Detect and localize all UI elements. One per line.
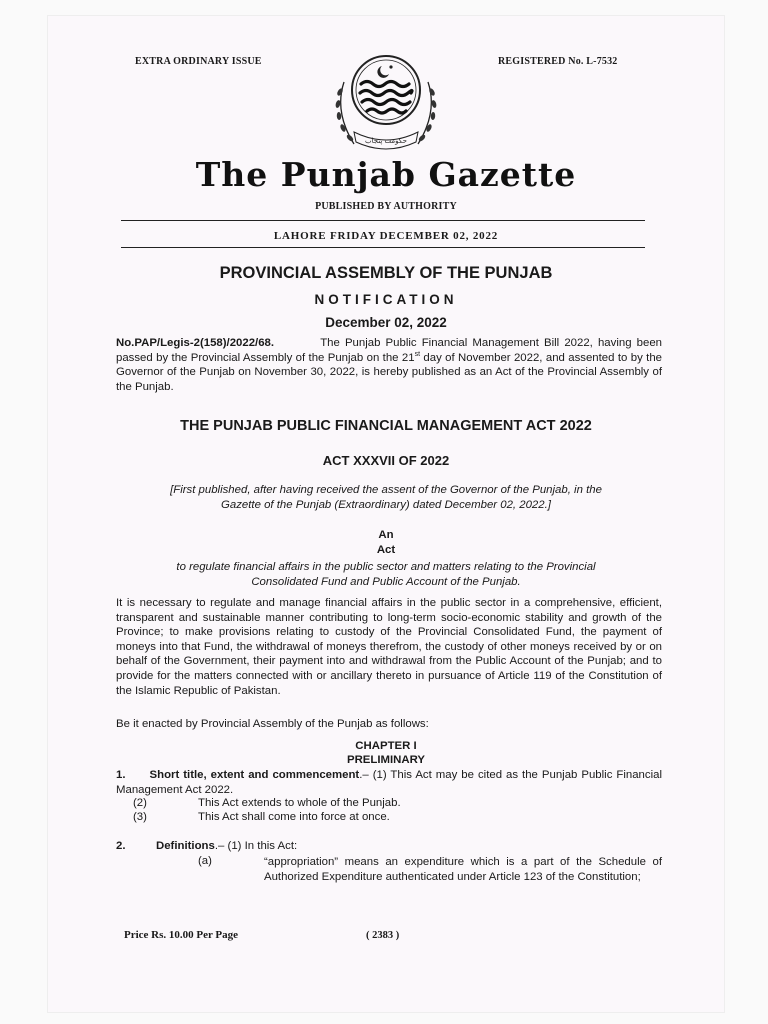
assembly-heading: PROVINCIAL ASSEMBLY OF THE PUNJAB: [219, 264, 553, 282]
chapter-heading: CHAPTER I PRELIMINARY: [346, 740, 426, 766]
section-2-number: 2.: [116, 840, 126, 852]
section-1-3-text: This Act shall come into force at once.: [198, 811, 390, 823]
published-by-authority: PUBLISHED BY AUTHORITY: [315, 201, 457, 212]
section-2-a-number: (a): [198, 855, 212, 867]
section-2: Definitions.– (1) In this Act:: [156, 840, 298, 852]
section-1-2: (2): [133, 797, 147, 809]
act-title: THE PUNJAB PUBLIC FINANCIAL MANAGEMENT ACT 2022: [180, 418, 592, 434]
section-1-2-text: This Act extends to whole of the Punjab.: [198, 797, 401, 809]
gazette-title: The Punjab Gazette: [195, 155, 577, 194]
dateline: LAHORE FRIDAY DECEMBER 02, 2022: [273, 230, 499, 242]
section-2-heading: Definitions: [156, 840, 215, 852]
enacting-clause: Be it enacted by Provincial Assembly of the Punjab as follows:: [116, 718, 429, 730]
preamble: It is necessary to regulate and manage financial affairs in the public sector in a comprehensive, efficient, transparent and sustainable manner contributing to long-term socio-economic stability and growth of the Province; to make provisions relating to custody of the Provincial Consolidated Fund, the payment of moneys into that Fund, the withdrawal of moneys therefrom, the custody of other moneys received by or on behalf of the Government, their payment into and withdrawal from the Public Account of the Punjab; and to provide for the matters connected with or ancillary thereto in pursuance of Article 119 of the Constitution of the Islamic Republic of Pakistan.: [116, 597, 662, 697]
act-number: ACT XXXVII OF 2022: [322, 453, 450, 468]
notification-number: No.PAP/Legis-2(158)/2022/68.: [116, 337, 275, 349]
header-rule-top: [121, 220, 645, 221]
page-number: ( 2383 ): [366, 930, 400, 941]
section-2-a-text: “appropriation” means an expenditure which is a part of the Schedule of Authorized Expenditure authenticated under Article 123 of the Constitution;: [264, 856, 662, 883]
header-rule-bottom: [121, 247, 645, 248]
section-1-heading: Short title, extent and commencement: [149, 769, 360, 781]
svg-text:حکومت پنجاب: حکومت پنجاب: [365, 137, 407, 145]
an-act-heading: An Act: [376, 529, 396, 556]
section-1-3: (3): [133, 811, 147, 823]
punjab-seal-emblem: [324, 52, 448, 154]
notification-paragraph: No.PAP/Legis-2(158)/2022/68. The Punjab Public Financial Management Bill 2022, having been passed by the Provincial Assembly of the Punjab on the 21st day of November 2022, and assented to by the Governor of the Punjab on November 30, 2022, is hereby published as an Act of the Provincial Assembly of the Punjab.: [116, 337, 663, 393]
registered-number: REGISTERED No. L-7532: [498, 56, 618, 67]
notification-heading: NOTIFICATION: [314, 292, 458, 307]
act-purpose: to regulate financial affairs in the public sector and matters relating to the Provincial Consolidated Fund and Public Account of the Punjab.: [176, 561, 596, 588]
notification-date: December 02, 2022: [325, 315, 447, 330]
section-1: 1. Short title, extent and commencement.– (1) This Act may be cited as the Punjab Public Financial Management Act 2022.: [116, 769, 662, 796]
first-published-note: [First published, after having received the assent of the Governor of the Punjab, in the Gazette of the Punjab (Extraordinary) dated December 02, 2022.]: [170, 484, 602, 511]
issue-label: EXTRA ORDINARY ISSUE: [135, 56, 262, 67]
gazette-page: [48, 16, 724, 1012]
price-note: Price Rs. 10.00 Per Page: [124, 929, 239, 941]
